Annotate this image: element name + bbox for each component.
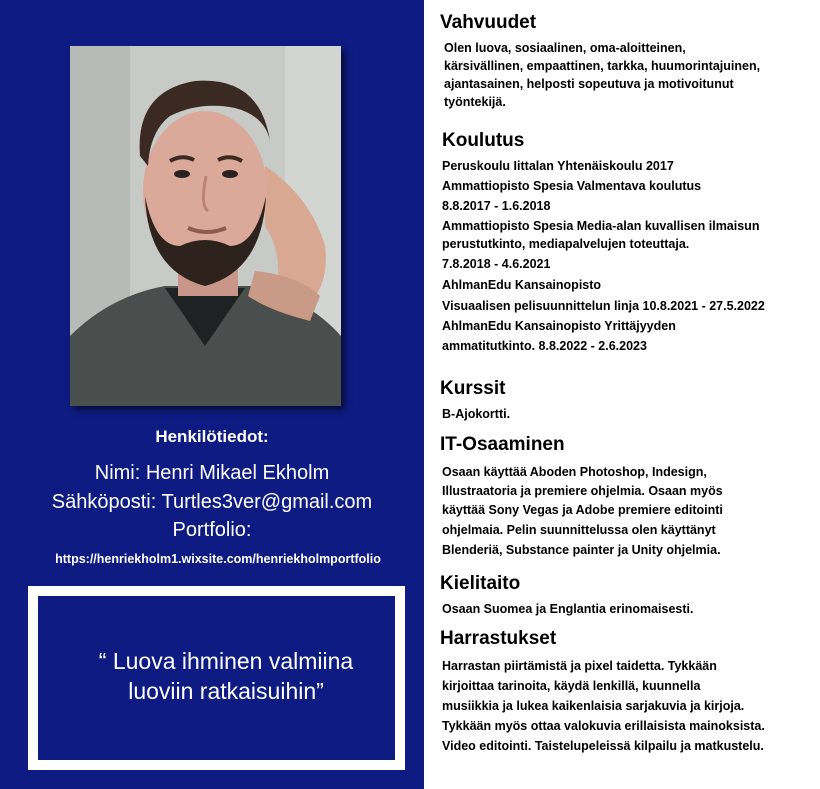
harrastukset-line: kirjoittaa tarinoita, käydä lenkillä, kuunnella bbox=[442, 679, 701, 693]
portfolio-link[interactable]: https://henriekholm1.wixsite.com/henriekholmportfolio bbox=[55, 552, 381, 566]
quote-box bbox=[28, 586, 405, 770]
profile-photo-image bbox=[70, 46, 341, 406]
koulutus-line: 8.8.2017 - 1.6.2018 bbox=[442, 199, 551, 213]
koulutus-line: Peruskoulu Iittalan Yhtenäiskoulu 2017 bbox=[442, 159, 674, 173]
koulutus-line: Ammattiopisto Spesia Valmentava koulutus bbox=[442, 179, 702, 193]
it-line: Osaan käyttää Aboden Photoshop, Indesign, bbox=[442, 465, 707, 479]
section-title-it: IT-Osaaminen bbox=[440, 434, 565, 455]
quote-box-inner bbox=[38, 596, 395, 760]
harrastukset-line: Tykkään myös ottaa valokuvia erillaisista mainoksista. bbox=[442, 719, 765, 733]
section-title-harrastukset: Harrastukset bbox=[440, 628, 557, 649]
section-title-vahvuudet: Vahvuudet bbox=[440, 12, 537, 33]
personal-info-title: Henkilötiedot: bbox=[155, 427, 269, 446]
section-title-kielitaito: Kielitaito bbox=[440, 573, 521, 594]
it-line: ohjelmaia. Pelin suunnittelussa olen käyttänyt bbox=[442, 523, 716, 537]
it-line: käyttää Sony Vegas ja Adobe premiere editointi bbox=[442, 503, 723, 517]
kurssit-line: B-Ajokortti. bbox=[442, 407, 511, 421]
koulutus-line: perustutkinto, mediapalvelujen toteuttaja. bbox=[442, 237, 690, 251]
koulutus-line: AhlmanEdu Kansainopisto Yrittäjyyden bbox=[442, 319, 676, 333]
harrastukset-line: Video editointi. Taistelupeleissä kilpailu ja matkustelu. bbox=[442, 739, 764, 753]
portfolio-label: Portfolio: bbox=[172, 519, 252, 541]
it-line: Blenderiä, Substance painter ja Unity ohjelmia. bbox=[442, 543, 721, 557]
quote-line-1: “ Luova ihminen valmiina bbox=[98, 648, 354, 674]
quote-line-2: luoviin ratkaisuihin” bbox=[128, 678, 324, 704]
quote-text bbox=[56, 646, 396, 706]
koulutus-line: AhlmanEdu Kansainopisto bbox=[442, 278, 602, 292]
kielitaito-line: Osaan Suomea ja Englantia erinomaisesti. bbox=[442, 602, 694, 616]
name-line: Nimi: Henri Mikael Ekholm bbox=[94, 462, 330, 484]
email-line: Sähköposti: Turtles3ver@gmail.com bbox=[51, 491, 373, 513]
vahvuudet-line: työntekijä. bbox=[444, 95, 506, 109]
vahvuudet-line: ajantasainen, helposti sopeutuva ja motivoitunut bbox=[444, 77, 734, 91]
koulutus-line: ammatitutkinto. 8.8.2022 - 2.6.2023 bbox=[442, 339, 647, 353]
koulutus-line: Visuaalisen pelisuunnittelun linja 10.8.2021 - 27.5.2022 bbox=[442, 299, 765, 313]
harrastukset-line: Harrastan piirtämistä ja pixel taidetta. Tykkään bbox=[442, 659, 717, 673]
koulutus-line: Ammattiopisto Spesia Media-alan kuvallisen ilmaisun bbox=[442, 219, 760, 233]
profile-photo bbox=[70, 46, 341, 406]
harrastukset-line: musiikkia ja lukea kaikenlaisia sarjakuvia ja kirjoja. bbox=[442, 699, 745, 713]
section-title-kurssit: Kurssit bbox=[440, 378, 506, 399]
koulutus-line: 7.8.2018 - 4.6.2021 bbox=[442, 257, 551, 271]
section-title-koulutus: Koulutus bbox=[442, 130, 525, 151]
vahvuudet-line: Olen luova, sosiaalinen, oma-aloitteinen, bbox=[444, 41, 686, 55]
it-line: Illustraatoria ja premiere ohjelmia. Osaan myös bbox=[442, 484, 723, 498]
vahvuudet-line: kärsivällinen, empaattinen, tarkka, huumorintajuinen, bbox=[444, 59, 761, 73]
